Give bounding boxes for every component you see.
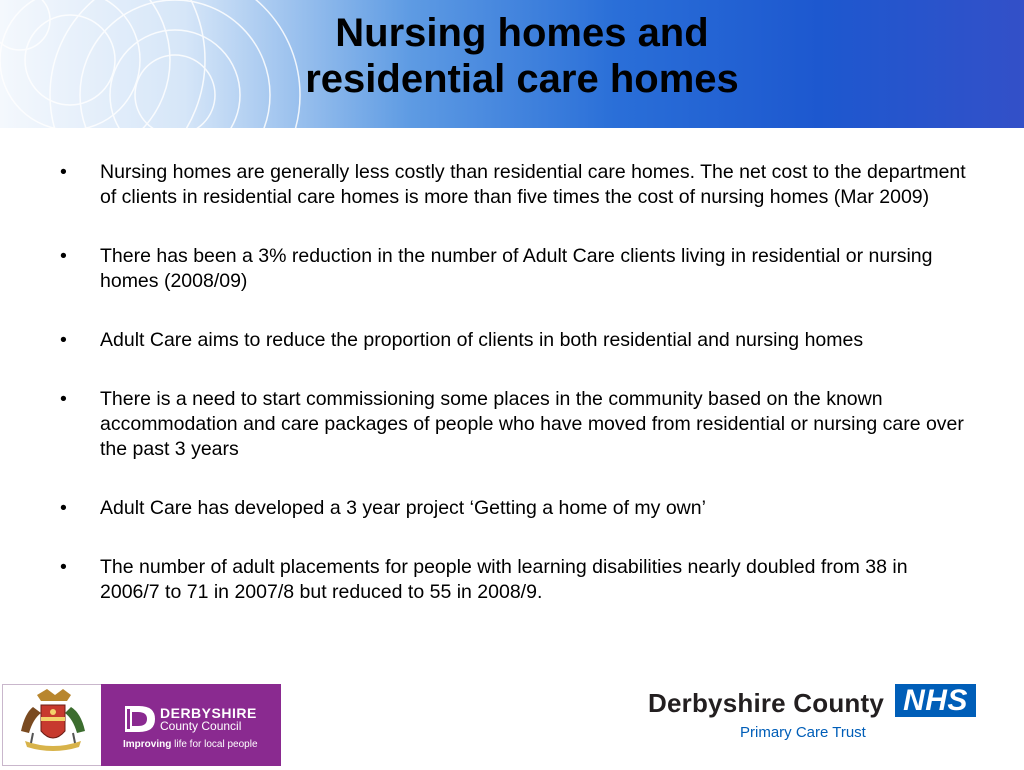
bullet-text: There is a need to start commissioning some places in the community based on the known accommodation and care packages of people who have moved from residential or nursing care over the past 3 years: [100, 388, 964, 460]
council-tagline: [123, 739, 258, 751]
coat-of-arms-icon: [3, 685, 101, 765]
slide-title-line-2: residential care homes: [305, 57, 739, 101]
council-subtitle: County Council: [160, 719, 242, 733]
bullet-marker: •: [60, 556, 67, 578]
bullet-text: Nursing homes are generally less costly than residential care homes. The net cost to the department of clients in residential care homes is more than five times the cost of nursing homes (Mar 2009): [100, 161, 966, 208]
pct-subtitle: Primary Care Trust: [740, 724, 866, 741]
nhs-logo: NHS: [895, 684, 976, 717]
bullet-item: [60, 244, 970, 294]
bullet-text: There has been a 3% reduction in the number of Adult Care clients living in residential or nursing homes (2008/09): [100, 245, 933, 292]
council-name: DERBYSHIRE: [160, 705, 257, 721]
council-logo: [2, 684, 281, 766]
bullet-list: [60, 160, 970, 639]
council-d-icon: [123, 704, 157, 734]
derbyshire-county-council-badge: [101, 684, 281, 766]
council-tagline-bold: Improving: [123, 739, 172, 750]
bullet-item: [60, 328, 970, 353]
bullet-item: [60, 496, 970, 521]
bullet-text: The number of adult placements for people with learning disabilities nearly doubled from 38 in 2006/7 to 71 in 2007/8 but reduced to 55 in 2008/9.: [100, 556, 908, 603]
bullet-item: [60, 387, 970, 462]
slide-title-line-1: Nursing homes and: [335, 11, 709, 55]
bullet-marker: •: [60, 388, 67, 410]
council-tagline-rest: life for local people: [171, 739, 258, 750]
bullet-marker: •: [60, 497, 67, 519]
bullet-marker: •: [60, 161, 67, 183]
slide-title: [0, 10, 1024, 102]
title-banner: [0, 0, 1024, 128]
bullet-marker: •: [60, 245, 67, 267]
bullet-item: [60, 160, 970, 210]
pct-name: Derbyshire County: [648, 688, 885, 718]
bullet-text: Adult Care has developed a 3 year project ‘Getting a home of my own’: [100, 497, 706, 519]
bullet-marker: •: [60, 329, 67, 351]
bullet-item: [60, 555, 970, 605]
pct-logo: [648, 684, 976, 746]
bullet-text: Adult Care aims to reduce the proportion of clients in both residential and nursing homes: [100, 329, 864, 351]
